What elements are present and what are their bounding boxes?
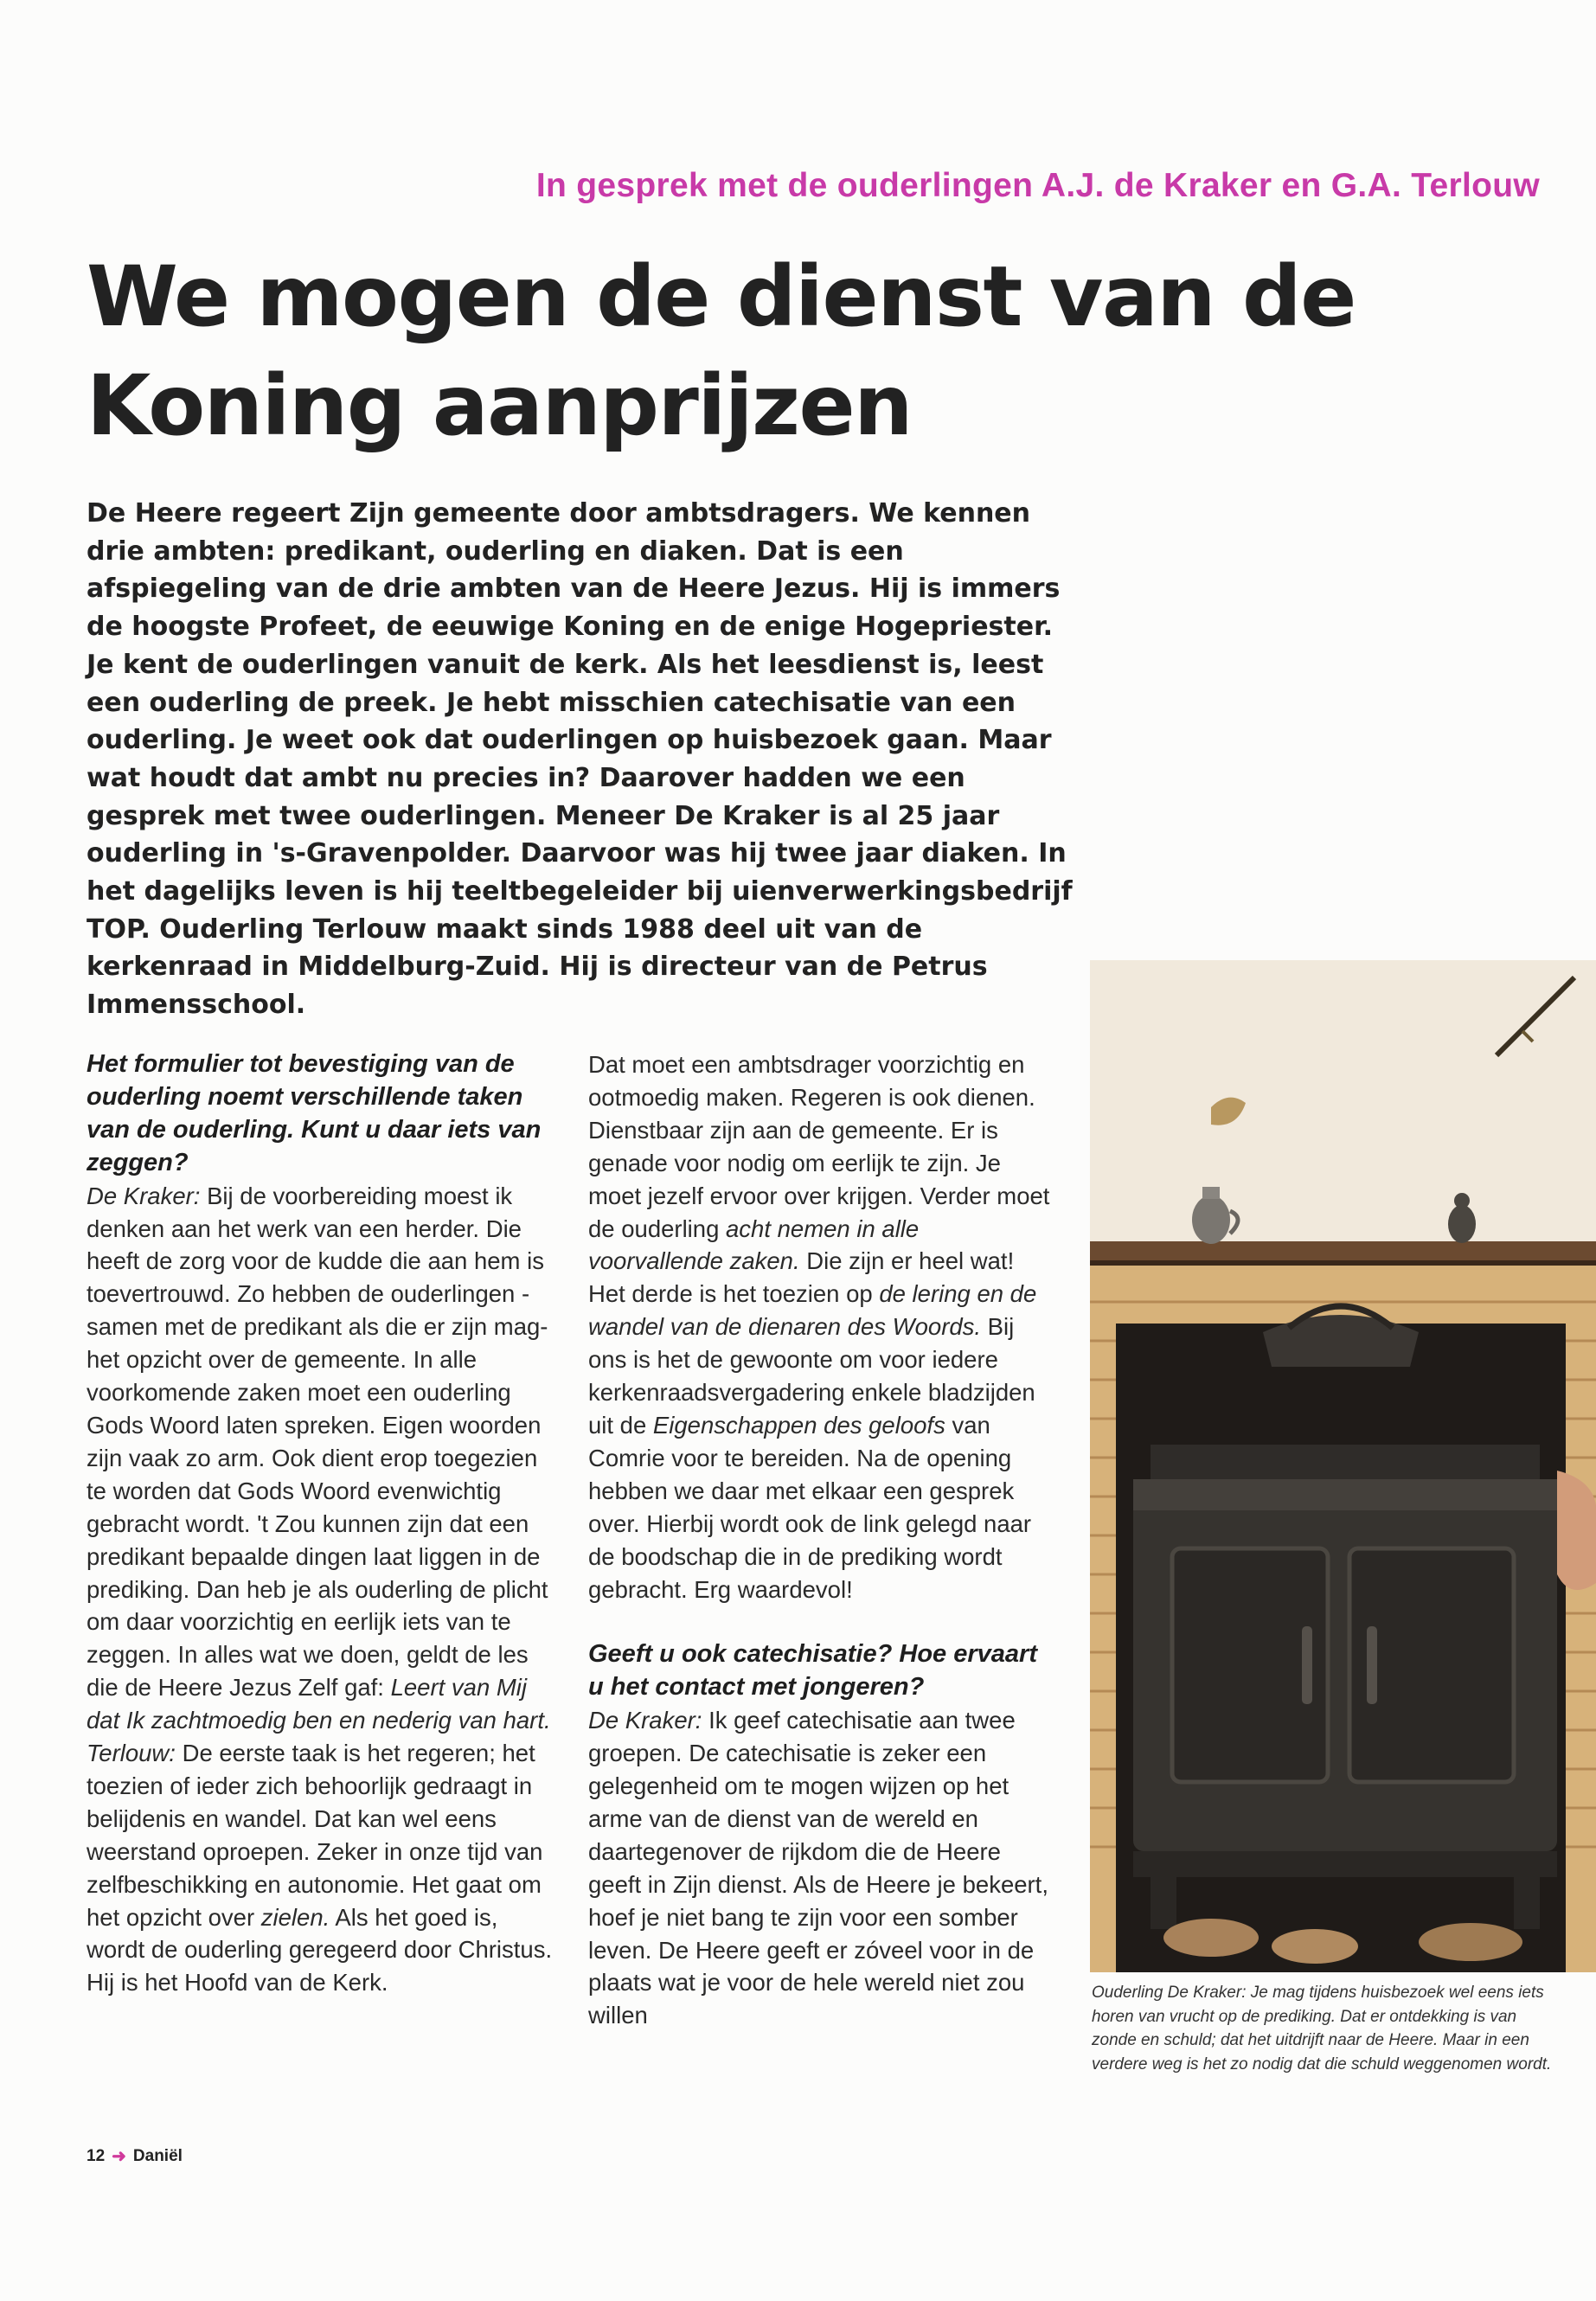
bible-quote: Leert van Mij dat Ik zachtmoedig ben en nederig van hart. <box>87 1674 551 1734</box>
answer-text: De eerste taak is het regeren; het toezien of ieder zich behoorlijk gedraagt in belijdenis en wandel. Dat kan wel eens weerstand oproepen. Zeker in onze tijd van zelfbeschikking en autonomie. Het gaat om het opzicht over <box>87 1740 543 1931</box>
stove-photo <box>1090 960 1596 1972</box>
article-headline: We mogen de dienst van de Koning aanprijzen <box>87 248 1356 454</box>
interview-answer <box>87 1737 554 1999</box>
interview-answer <box>588 1704 1055 2032</box>
arrow-right-icon: ➜ <box>112 2147 126 2166</box>
quote-text: de lering en de wandel van de dienaren des Woords. <box>588 1280 1037 1341</box>
answer-text: Bij de voorbereiding moest ik denken aan het werk van een herder. Die heeft de zorg voor de kudde die aan hem is toevertrouwd. Zo hebben de ouderlingen -samen met de predikant als die er zijn mag- het opzicht over de gemeente. In alle voorkomende zaken moet een ouderling Gods Woord laten spreken. Eigen woorden zijn vaak zo arm. Ook dient erop toegezien te worden dat Gods Woord evenwichtig gebracht wordt. 't Zou kunnen zijn dat een predikant bepaalde dingen laat liggen in de prediking. Dan heb je als ouderling de plicht om daar voorzichtig en eerlijk iets van te zeggen. In alles wat we doen, geldt de les die de Heere Jezus Zelf gaf: <box>87 1182 548 1702</box>
interview-question: Het formulier tot bevestiging van de ouderling noemt verschillende taken van de ouderling. Kunt u daar iets van zeggen? <box>87 1050 542 1176</box>
photo-caption <box>1092 1981 1559 2076</box>
caption-speaker: Ouderling De Kraker: <box>1092 1984 1247 2002</box>
magazine-name: Daniël <box>132 2146 183 2165</box>
quote-text: acht nemen in alle voorvallende zaken. <box>588 1215 920 1275</box>
answer-text: Die zijn er heel wat! Het derde is het toezien op <box>588 1247 1015 1308</box>
speaker-name: De Kraker: <box>588 1707 702 1734</box>
page-number: 12 <box>87 2146 106 2165</box>
page-footer <box>87 2145 183 2167</box>
interview-answer <box>588 1048 1055 1606</box>
intro-paragraph: Je kent de ouderlingen vanuit de kerk. Als het leesdienst is, leest een ouderling de preek. Je hebt misschien catechisatie van een ouderling. Je weet ook dat ouderlingen op huisbezoek gaan. Maar wat houdt dat ambt nu precies in? Daarover hadden we een gesprek met twee ouderlingen. Meneer De Kraker is al 25 jaar ouderling in 's-Gravenpolder. Daarvoor was hij twee jaar diaken. In het dagelijks leven is hij teeltbegeleider bij uienverwerkingsbedrijf TOP. Ouderling Terlouw maakt sinds 1988 deel uit van de kerkenraad in Middelburg-Zuid. Hij is directeur van de Petrus Immensschool. <box>87 649 1073 1021</box>
speaker-name: Terlouw: <box>87 1740 176 1767</box>
intro-paragraph: De Heere regeert Zijn gemeente door ambtsdragers. We kennen drie ambten: predikant, ouderling en diaken. Dat is een afspiegeling van de drie ambten van de Heere Jezus. Hij is immers de hoogste Profeet, de eeuwige Koning en de enige Hogepriester. <box>87 498 1061 643</box>
answer-text: Bij ons is het de gewoonte om voor iedere kerkenraadsvergadering enkele bladzijden uit de <box>588 1313 1035 1439</box>
article-kicker: In gesprek met de ouderlingen A.J. de Kraker en G.A. Terlouw <box>535 167 1540 204</box>
interview-answer <box>87 1180 554 1737</box>
answer-text: Dat moet een ambtsdrager voorzichtig en ootmoedig maken. Regeren is ook dienen. Dienstbaar zijn aan de gemeente. Er is genade voor nodig om eerlijk te zijn. Je moet jezelf ervoor over krijgen. Verder moet de ouderling <box>588 1051 1050 1242</box>
article-column-2 <box>588 1048 1055 2032</box>
interview-question: Geeft u ook catechisatie? Hoe ervaart u het contact met jongeren? <box>588 1640 1037 1702</box>
caption-text: Je mag tijdens huisbezoek wel eens iets horen van vrucht op de prediking. Dat er ontdekking is van zonde en schuld; dat het uitdrijft naar de Heere. Maar in een verdere weg is het zo nodig dat die schuld weggenomen wordt. <box>1092 1984 1552 2073</box>
speaker-name: De Kraker: <box>87 1182 201 1209</box>
book-title: Eigenschappen des geloofs <box>652 1411 945 1439</box>
article-column-1 <box>87 1048 554 1999</box>
answer-text: Als het goed is, wordt de ouderling geregeerd door Christus. Hij is het Hoofd van de Kerk. <box>87 1903 553 1997</box>
answer-text: Ik geef catechisatie aan twee groepen. De catechisatie is zeker een gelegenheid om te mogen wijzen op het arme van de dienst van de wereld en daartegenover de rijkdom die de Heere geeft in Zijn dienst. Als de Heere je bekeert, hoef je niet bang te zijn voor een somber leven. De Heere geeft er zóveel voor in de plaats wat je voor de hele wereld niet zou willen <box>588 1707 1048 2029</box>
emphasis-text: zielen. <box>260 1903 330 1931</box>
article-intro <box>87 495 1073 1024</box>
answer-text: van Comrie voor te bereiden. Na de opening hebben we daar met elkaar een gesprek over. Hierbij wordt ook de link gelegd naar de boodschap die in de prediking wordt gebracht. Erg waardevol! <box>588 1411 1032 1603</box>
